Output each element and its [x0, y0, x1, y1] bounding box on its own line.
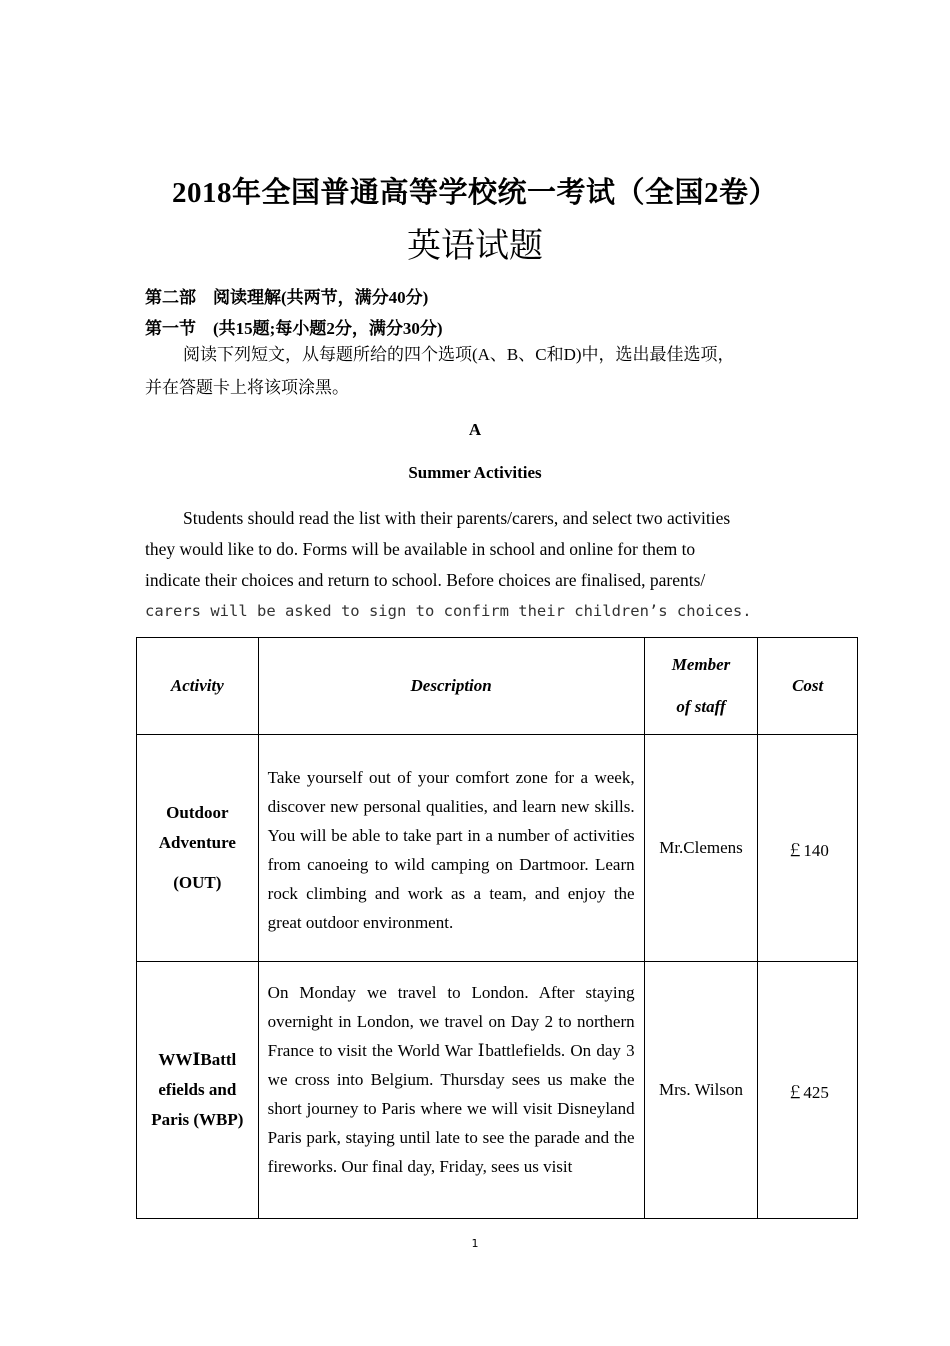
instruction-line-2: 并在答题卡上将该项涂黑。 [145, 378, 349, 397]
staff-member: Mrs. Wilson [644, 962, 758, 1219]
passage-letter: A [468, 420, 482, 439]
activity-name-line: Outdoor [166, 803, 229, 822]
intro-line: they would like to do. Forms will be available in school and online for them to [145, 539, 696, 559]
header-description: Description [258, 638, 644, 735]
header-staff-line-2: of staff [676, 697, 726, 716]
exam-subtitle: 英语试题 [407, 226, 543, 266]
intro-line: indicate their choices and return to school. Before choices are finalised, parents/ [145, 570, 706, 590]
header-staff [644, 638, 758, 735]
activity-name [137, 735, 259, 962]
staff-member: Mr.Clemens [644, 735, 758, 962]
table-row [137, 735, 858, 962]
activity-name-line: efields and [158, 1080, 237, 1099]
instructions [145, 338, 825, 404]
header-cost: Cost [758, 638, 858, 735]
exam-title: 2018年全国普通高等学校统一考试（全国2卷） [171, 177, 778, 209]
intro-line: Students should read the list with their parents/carers, and select two activities [183, 508, 731, 528]
header-staff-line-1: Member [671, 655, 731, 674]
activity-name [137, 962, 259, 1219]
activity-name-line: Adventure [158, 833, 236, 852]
table-row [137, 962, 858, 1219]
header-activity: Activity [137, 638, 259, 735]
instruction-line-1: 阅读下列短文，从每题所给的四个选项(A、B、C和D)中，选出最佳选项， [183, 345, 735, 364]
activities-table [136, 637, 858, 1219]
activity-code: (OUT) [173, 873, 222, 892]
activity-description: Take yourself out of your comfort zone for a week, discover new personal qualities, and learn new skills. You will be able to take part in a number of activities from canoeing to wild camping on Dartmoor. Learn rock climbing and work as a team, and enjoy the great outdoor environment. [258, 735, 644, 962]
activity-cost: ￡425 [758, 962, 858, 1219]
page-number: 1 [471, 1237, 479, 1250]
intro-line: carers will be asked to sign to confirm their children’s choices. [145, 602, 752, 620]
description-text: On Monday we travel to London. After staying overnight in London, we travel on Day 2 to northern France to visit the World War Ⅰbattlefields. On day 3 we cross into Belgium. Thursday sees us make the short journey to Paris where we will visit Disneyland Paris park, staying until late to see the parade and the fireworks. Our final day, Friday, sees us visit [267, 983, 635, 1176]
activity-code: Paris (WBP) [151, 1110, 244, 1129]
part-heading: 第二部 阅读理解(共两节，满分40分) [145, 288, 429, 307]
activity-name-line: WWⅠBattl [158, 1050, 237, 1069]
activity-description [258, 962, 644, 1219]
activity-cost: ￡140 [758, 735, 858, 962]
table-header-row [137, 638, 858, 735]
passage-title: Summer Activities [408, 463, 542, 482]
passage-intro [145, 503, 805, 627]
section-heading: 第一节 (共15题;每小题2分，满分30分) [145, 319, 443, 338]
